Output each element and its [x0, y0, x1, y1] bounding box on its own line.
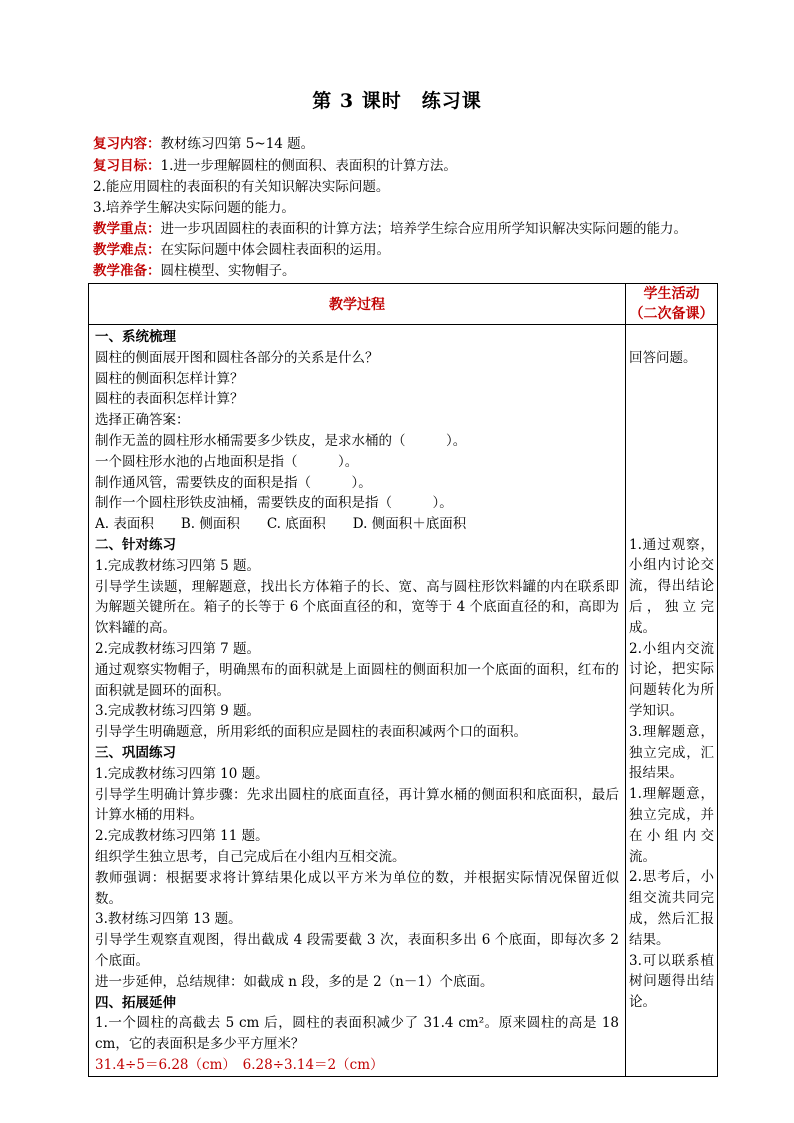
process-line: 2.完成教材练习四第 11 题。 — [95, 828, 269, 845]
calculation-line: 31.4÷5＝6.28（cm） 6.28÷3.14＝2（cm） — [95, 1056, 384, 1073]
activity-note: 2.思考后，小组交流共同完成，然后汇报结果。 — [629, 869, 714, 948]
process-line: 一个圆柱形水池的占地面积是指（ ）。 — [95, 453, 359, 470]
process-paragraph: 引导学生明确计算步骤：先求出圆柱的底面直径，再计算水桶的侧面积和底面积，最后计算水桶的用料。 — [95, 786, 619, 824]
activity-note: 3.可以联系植树问题得出结论。 — [629, 952, 714, 1011]
process-line: 制作无盖的圆柱形水桶需要多少铁皮，是求水桶的（ ）。 — [95, 432, 467, 449]
process-line: 引导学生明确题意，所用彩纸的面积应是圆柱的表面积减两个口的面积。 — [95, 724, 527, 741]
lesson-table — [88, 283, 718, 1077]
section-title: 二、针对练习 — [95, 536, 176, 553]
review-goal-3: 3.培养学生解决实际问题的能力。 — [93, 200, 295, 216]
process-line: 3.完成教材练习四第 9 题。 — [95, 703, 261, 720]
header-activity-line1: 学生活动 — [643, 286, 700, 302]
process-line: 制作一个圆柱形铁皮油桶，需要铁皮的面积是指（ ）。 — [95, 495, 453, 512]
teaching-key-label: 教学重点： — [93, 221, 161, 237]
process-line: 圆柱的侧面展开图和圆柱各部分的关系是什么？ — [95, 349, 379, 366]
teaching-difficulty-label: 教学难点： — [93, 242, 161, 258]
page-title: 第 3 课时 练习课 — [312, 90, 482, 112]
process-line: 选择正确答案： — [95, 412, 190, 429]
section-title: 四、拓展延伸 — [95, 994, 176, 1011]
section-title: 一、系统梳理 — [95, 329, 176, 345]
process-line: 进一步延伸，总结规律：如截成 n 段，多的是 2（n－1）个底面。 — [95, 973, 494, 990]
header-activity — [626, 284, 718, 325]
teaching-difficulty-line — [93, 240, 390, 260]
process-paragraph: 通过观察实物帽子，明确黑布的面积就是上面圆柱的侧面积加一个底面的面积，红布的面积就是圆环的面积。 — [95, 661, 619, 699]
process-paragraph: 教师强调：根据要求将计算结果化成以平方米为单位的数，并根据实际情况保留近似数。 — [95, 869, 619, 907]
activity-note: 回答问题。 — [629, 349, 697, 366]
header-activity-line2: （二次备课） — [629, 306, 714, 322]
teaching-prep-label: 教学准备： — [93, 263, 161, 279]
process-line: 圆柱的侧面积怎样计算？ — [95, 370, 244, 387]
teaching-difficulty-text: 在实际问题中体会圆柱表面积的运用。 — [160, 242, 390, 258]
process-cell — [89, 325, 626, 1077]
process-line: 1.完成教材练习四第 5 题。 — [95, 557, 261, 574]
process-line: 圆柱的表面积怎样计算？ — [95, 391, 244, 408]
answer-options: A. 表面积 B. 侧面积 C. 底面积 D. 侧面积＋底面积 — [95, 516, 467, 533]
process-line: 组织学生独立思考，自己完成后在小组内互相交流。 — [95, 848, 406, 865]
header-process: 教学过程 — [89, 284, 626, 325]
activity-note: 1.通过观察，小组内讨论交流，得出结论后，独立完成。 — [629, 536, 714, 636]
process-line: 2.完成教材练习四第 7 题。 — [95, 640, 261, 657]
review-goal-2: 2.能应用圆柱的表面积的有关知识解决实际问题。 — [93, 179, 390, 195]
process-line: 1.完成教材练习四第 10 题。 — [95, 765, 269, 782]
review-content-text: 教材练习四第 5~14 题。 — [160, 136, 315, 152]
teaching-key-line — [93, 219, 687, 239]
review-goal-1: 1.进一步理解圆柱的侧面积、表面积的计算方法。 — [160, 158, 457, 174]
teaching-key-text: 进一步巩固圆柱的表面积的计算方法；培养学生综合应用所学知识解决实际问题的能力。 — [160, 221, 687, 237]
activity-cell — [626, 325, 718, 1077]
section-title: 三、巩固练习 — [95, 744, 176, 761]
review-content-line — [93, 134, 314, 154]
activity-note: 2.小组内交流讨论，把实际问题转化为所学知识。 — [629, 640, 714, 719]
process-paragraph: 引导学生观察直观图，得出截成 4 段需要截 3 次，表面积多出 6 个底面，即每次多 2 个底面。 — [95, 932, 619, 969]
teaching-prep-text: 圆柱模型、实物帽子。 — [160, 263, 296, 279]
process-paragraph: 引导学生读题，理解题意，找出长方体箱子的长、宽、高与圆柱形饮料罐的内在联系即为解题关键所在。箱子的长等于 6 个底面直径的和，宽等于 4 个底面直径的和，高即为饮料罐的高。 — [95, 578, 619, 637]
activity-note: 3.理解题意，独立完成，汇报结果。 — [629, 723, 714, 782]
process-line: 3.教材练习四第 13 题。 — [95, 911, 242, 928]
activity-note: 1.理解题意，独立完成，并在小组内交流。 — [629, 786, 714, 865]
process-line: 制作通风管，需要铁皮的面积是指（ ）。 — [95, 474, 372, 491]
teaching-prep-line — [93, 261, 296, 281]
review-goal-line — [93, 156, 457, 176]
process-paragraph: 1.一个圆柱的高截去 5 cm 后，圆柱的表面积减少了 31.4 cm²。原来圆柱的高是 18 cm，它的表面积是多少平方厘米？ — [95, 1015, 619, 1053]
review-content-label: 复习内容： — [93, 136, 161, 152]
review-goal-label: 复习目标： — [93, 158, 161, 174]
